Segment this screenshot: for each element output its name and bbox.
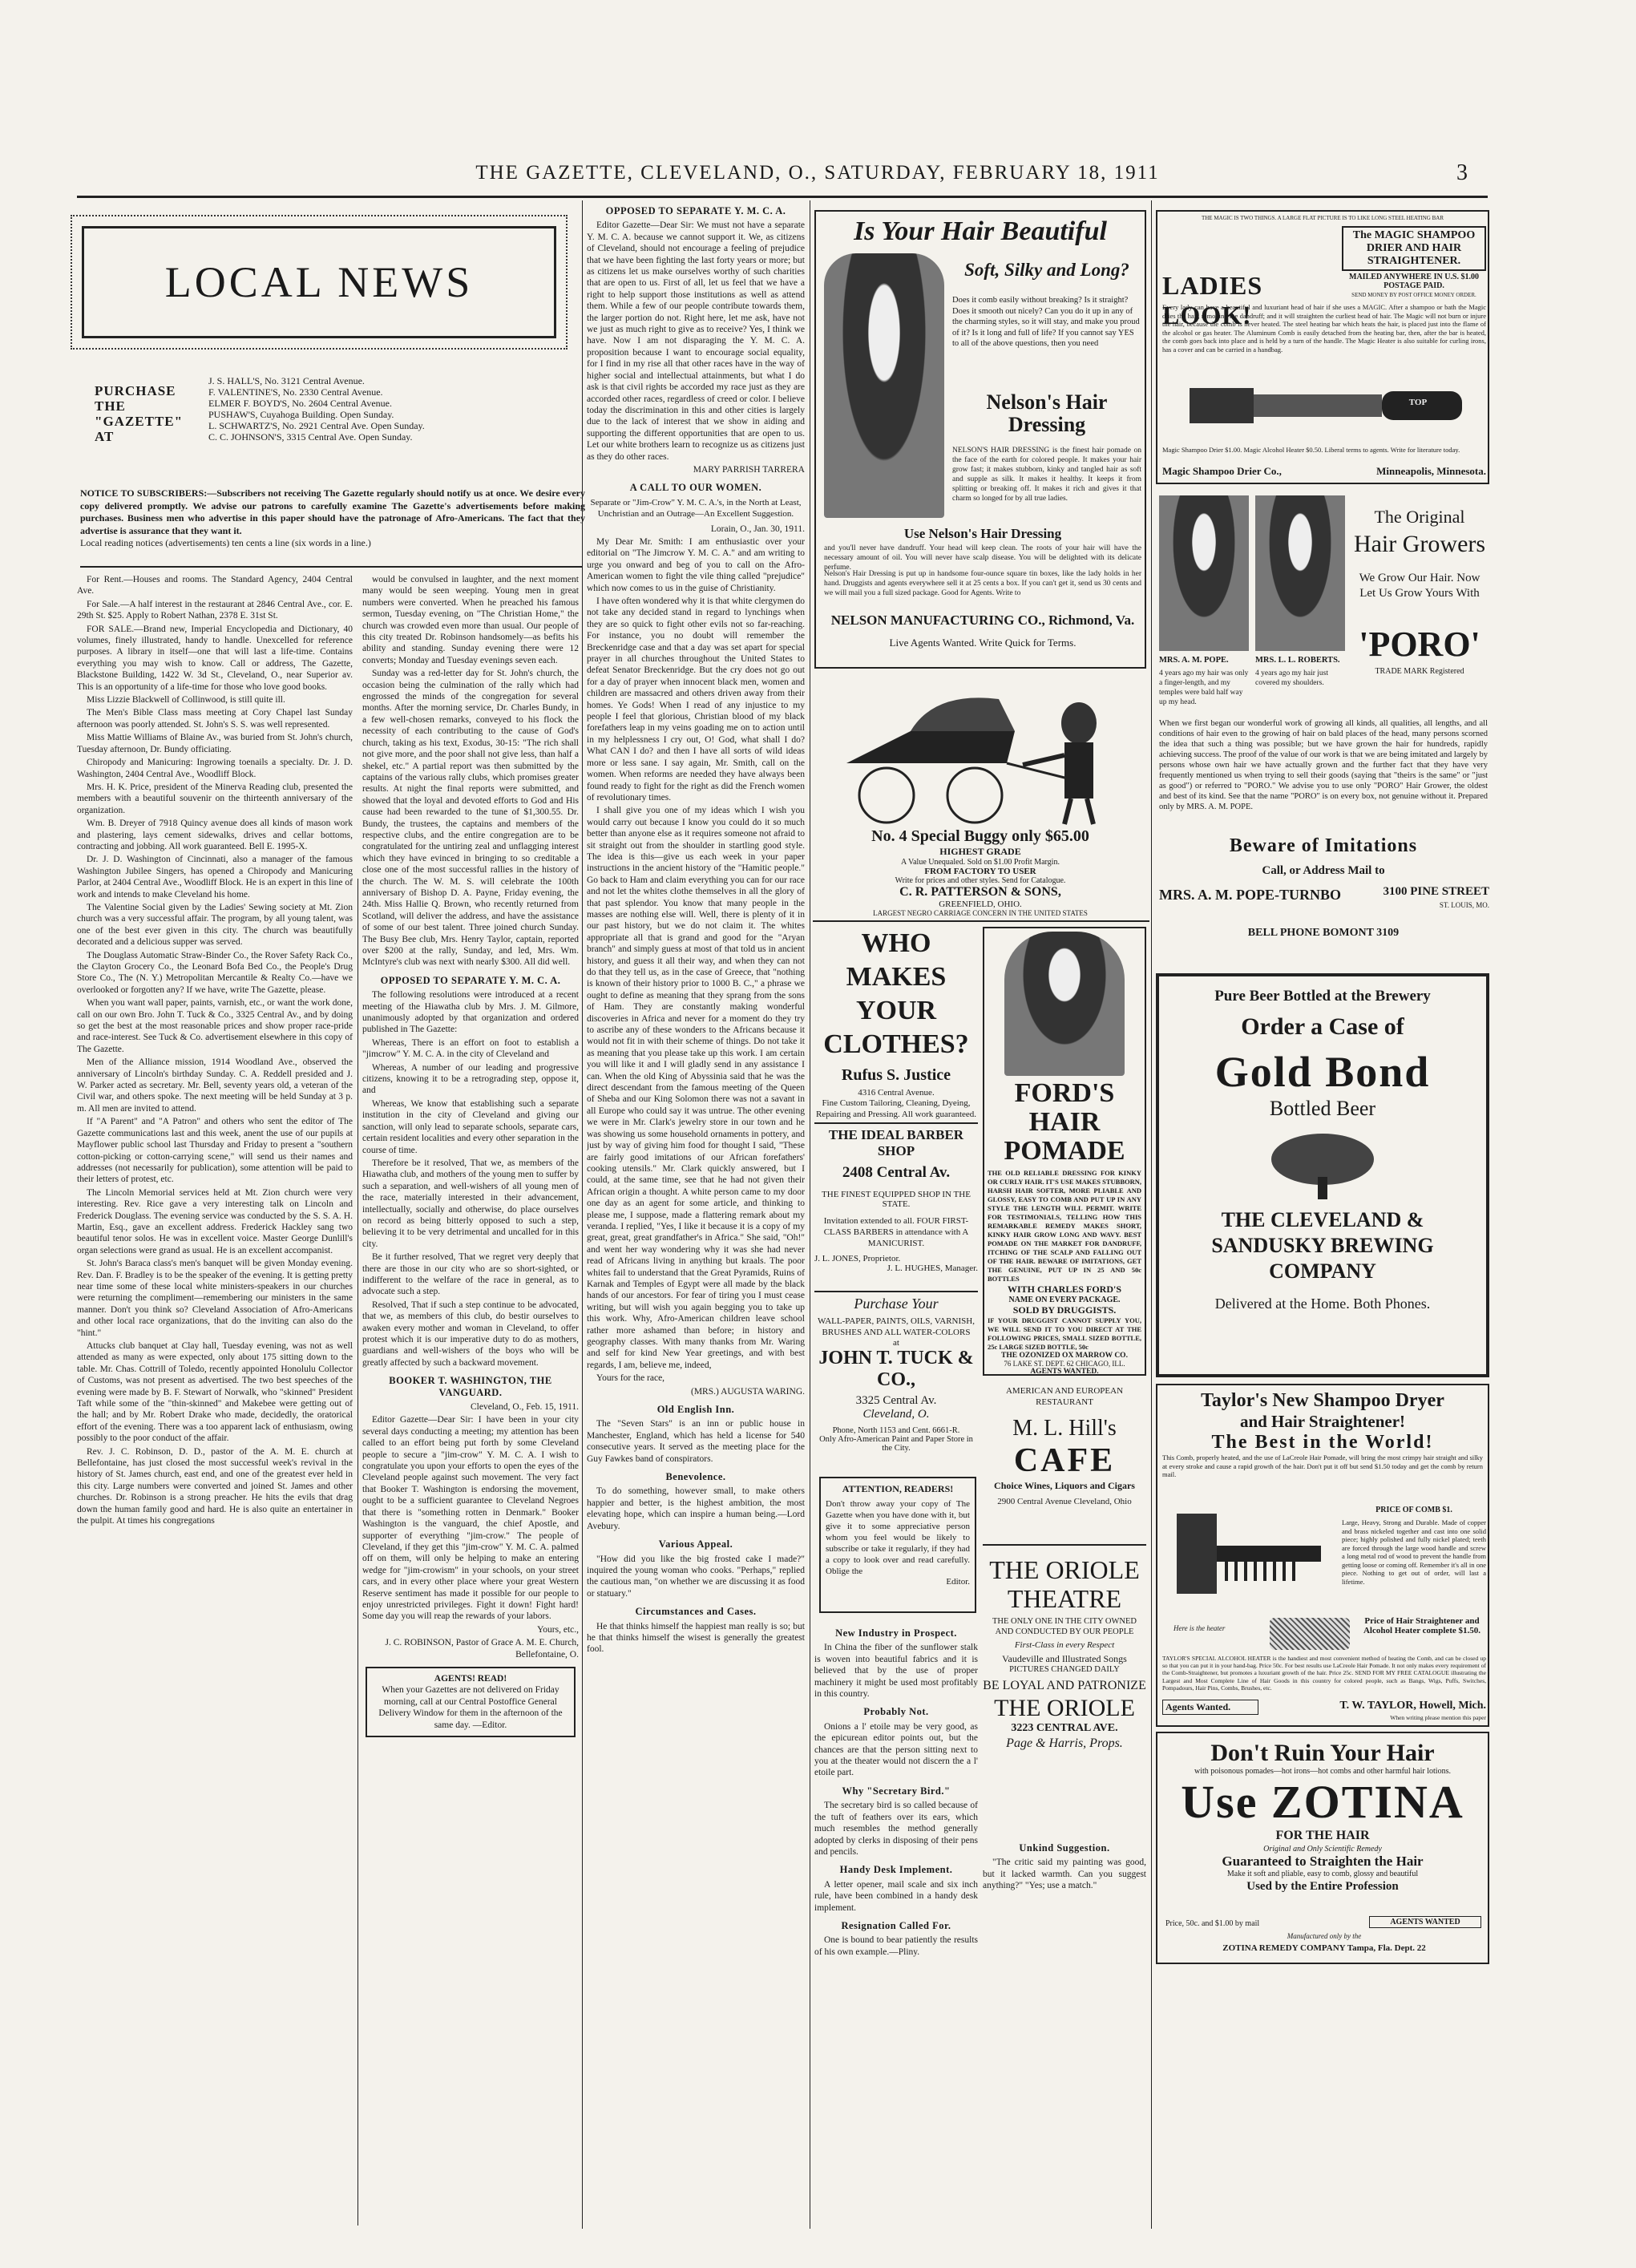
- paint-address: 3325 Central Av.: [855, 1394, 937, 1407]
- ad-rule: [814, 1122, 978, 1124]
- short-items: [814, 1621, 978, 2230]
- article-paragraph: Therefore be it resolved, That we, as members of the Hiawatha club, and mothers of the young men to suffer by such a separation, and well-wishers of all young men of the race, materially interested in their advancement, intellectually, socially and otherwise, do place ourselves on record as being bitterly opposed to such a step, believing it to be very detrimental and uncalled for in this city.: [362, 1158, 579, 1249]
- buggy-write: Write for prices and other styles. Send for Catalogue.: [895, 876, 1066, 885]
- buggy-value: A Value Unequaled. Sold on $1.00 Profit Margin.: [901, 858, 1060, 867]
- news-item: The Douglass Automatic Straw-Binder Co., the Rover Safety Rack Co., the Clayton Grocery Co., the Leonard Bofa Bed Co., the People's Drug Store Co., The (N. Y.) Metropolitan Mercantile & Realty Co.—have we overlooked or forgotten any? If we have, write The Gazette, please.: [77, 950, 353, 995]
- buggy-company: C. R. PATTERSON & SONS,: [899, 885, 1061, 899]
- item-body: Onions a l' etoile may be very good, as the epicurean editor points out, but the chances are that the person sitting next to you at the theater would not discern the a l' etoile part.: [814, 1721, 978, 1778]
- beer-delivered: Delivered at the Home. Both Phones.: [1214, 1296, 1431, 1312]
- oriole-address: 3223 CENTRAL AVE.: [1011, 1722, 1118, 1734]
- tree-logo-icon: [1266, 1129, 1379, 1201]
- zotina-company: ZOTINA REMEDY COMPANY Tampa, Fla. Dept. 22: [1222, 1943, 1426, 1953]
- local-news-title: LOCAL NEWS: [82, 226, 556, 338]
- agent-list: [208, 375, 569, 443]
- paint-phone: Phone, North 1153 and Cent. 6661-R.: [832, 1426, 960, 1435]
- poro-caption-1: 4 years ago my hair was only a finger-length, and my temples were bald half way up my head.: [1159, 669, 1249, 706]
- mrs-pope-portrait-icon: [1159, 495, 1249, 651]
- beer-order: Order a Case of: [1241, 1013, 1404, 1040]
- item-heading: Resignation Called For.: [841, 1919, 951, 1931]
- oriole-pictures: PICTURES CHANGED DAILY: [1009, 1665, 1120, 1674]
- column-rule: [357, 879, 358, 2226]
- article-closing: (MRS.) AUGUSTA WARING.: [691, 1386, 805, 1397]
- clothes-address: 4316 Central Avenue.: [858, 1088, 935, 1098]
- article-subheading: Separate or "Jim-Crow" Y. M. C. A.'s, in the North at Least, Unchristian and an Outrage—An Excellent Suggestion.: [590, 497, 802, 519]
- beer-company: THE CLEVELAND & SANDUSKY BREWING COMPANY: [1211, 1208, 1434, 1283]
- article-paragraph: Whereas, We know that establishing such a separate institution in the city of Cleveland and giving our sanction, will only lead to separate schools, separate cars, certain resident localities and every other separation in the course of time.: [362, 1098, 579, 1155]
- paint-at: at: [893, 1338, 899, 1348]
- woman-portrait-icon: [824, 253, 944, 518]
- poro-original: The Original: [1374, 507, 1465, 527]
- item-body: The secretary bird is so called because of the tuft of feathers over its ears, which much resembles the method generally adopted by clerks in disposing of their pens and pencils.: [814, 1801, 978, 1857]
- clothes-ad: [814, 927, 978, 1119]
- poro-beware: Beware of Imitations: [1229, 835, 1418, 856]
- clothes-title: WHO MAKES YOUR CLOTHES?: [823, 928, 969, 1059]
- agent-line: ELMER F. BOYD'S, No. 2604 Central Avenue.: [208, 398, 392, 409]
- article-paragraph: He that thinks himself the happiest man really is so; but he that thinks himself the wisest is generally the greatest fool.: [587, 1621, 805, 1655]
- taylor-body: This Comb, properly heated, and the use of LaCreole Hair Pomade, will bring the most crimpy hair straight and silky at every stroke and cause a rapid growth of the hair. Don't put it off but send $1.50 today and get the comb by return mail.: [1162, 1453, 1483, 1478]
- taylor-best: The Best in the World!: [1211, 1432, 1434, 1453]
- article-heading: A CALL TO OUR WOMEN.: [629, 482, 762, 494]
- article-paragraph: I shall give you one of my ideas which I wish you would carry out because I know you could do it so much better than anyone else as it requires someone not afraid to sit straight out from the shoulder in startling good style. The idea is this—give us each week in your paper instructions in the ancient history of the "Hamitic people." Go back to Ham and claim everything you can for our race and not let the whites clothe themselves in all the glory of that past splendor. You know that many people in the masses are nothing else will. Well, there is plenty of it in our past history, but we do not claim it. The whites appropriate all that is grand and good for the "Aryan branch" and simply guess at most of that told us in ancient history, and guess it all their way, and when they can not do that they tell us, as in the case of Greece, that "nothing is known of their history prior to 1000 B. C.," a phrase we ought to define as meaning that they sprang from the sons of Ham. They are constantly making wonderful discoveries in Africa and never for a moment do they try to ascribe any of these wonders to the Africans because it would not fit in with their scheme of things. Do not take it as meaning that you please take up this work. I am certain you will like it and I will gladly send in any assistance I can. When the old King of Abyssinia said that he was the direct descendant from the famous meeting of the Queen of Sheba and our King Solomon there was not a savant in all Europe who could say it was untrue. The other evening we were in Mr. Clark's jewelry store in our town and he was showing us some household ornaments in pottery, and just by way of giving him food for thought I said, "These are fairly good imitations of our African forefathers' cooking utensils." Mr. Clark quickly answered, but I could, at the same time, see that he had not given their African origin a thought. A white person came to my door one day as an agent for some article, and thinking to please me, I suppose, made a flattering remark about my veranda. I replied, "Yes, I like it because it is a copy of my great, great, great grandfather's in Africa." She said, "Oh!" and went her way wondering why it was she had never read of Africans living in anything but kraals. The poor whites fail to understand that the Great Pyramids, Ruins of Karnak and Temples of Egypt were all made by the black hands of our ancestors. For fear of tiring you I must cease writing, but will wish you again begging you to take up this work. Why, Afro-American children leave school rather more ashamed than before; in history and geography classes. With many thanks from Mr. Waring and self for kind New Year greetings, and with best regards, I am, believe me, indeed,: [587, 806, 805, 1370]
- article-signature: J. C. ROBINSON, Pastor of Grace A. M. E. Church, Bellefontaine, O.: [385, 1638, 579, 1660]
- attention-body: Don't throw away your copy of The Gazette when you have done with it, but give it to some appreciative person whom you feel would be likely to subscribe or take it regularly, if they had a copy to look over and read carefully. Oblige the: [826, 1499, 970, 1576]
- poro-ad: [1156, 491, 1489, 968]
- article-heading: Various Appeal.: [658, 1538, 733, 1550]
- magic-shampoo-ad: [1156, 210, 1489, 484]
- news-item: FOR SALE.—Brand new, Imperial Encyclopedia and Dictionary, 40 volumes, finely illustrated, handy to handle. Unexcelled for reference purposes. A library in itself—one that will last a life-time. Contains everything you may wish to know. Call or address, The Gazette, Blackstone Building, 1422 W. 3d St., Cleveland, O., near Superior av. This is an opportunity of a life-time for those who love good books.: [77, 624, 353, 692]
- poro-city: ST. LOUIS, MO.: [1439, 901, 1489, 909]
- item-heading: Handy Desk Implement.: [839, 1864, 953, 1876]
- news-item: Men of the Alliance mission, 1914 Woodland Ave., observed the anniversary of Lincoln's birthday Sunday. C. A. Reddell presided and J. W. Parker acted as secretary. Mr. Bell, seventy years old, a veteran of the Civil war, and others spoke. The next meeting will be held Sunday at 3 p. m. All men are invited to attend.: [77, 1057, 353, 1114]
- taylor-name: T. W. TAYLOR, Howell, Mich.: [1339, 1700, 1486, 1712]
- article-paragraph: Whereas, There is an effort on foot to establish a "jimcrow" Y. M. C. A. in the city of Cleveland and: [362, 1037, 579, 1060]
- news-item: would be convulsed in laughter, and the next moment many would be seen weeping. Young men in great numbers were converted. When he preached his famous sermon, Tuesday evening, on "The Christian Home," the church was crowded even more than usual. Our people of this city treated Dr. Robinson handsomely—as befits his ability and standing. Sunday evening there were 12 converts; Monday and Tuesday evenings seven each.: [362, 575, 579, 665]
- buggy-illustration-icon: [814, 675, 1146, 827]
- notice-rule: [80, 566, 582, 568]
- hills-restaurant: AMERICAN AND EUROPEAN RESTAURANT: [1005, 1386, 1124, 1407]
- nelsons-company: NELSON MANUFACTURING CO., Richmond, Va.: [830, 612, 1135, 628]
- article-closing: Yours, etc.,: [537, 1624, 579, 1635]
- news-item: The Lincoln Memorial services held at Mt. Zion church were very interesting. Rev. Rice gave a very interesting talk on Lincoln and Frederick Douglass. The evening service was conducted by the S. S. A. H. Martin, Esq., gave an excellent address. Frederick Hackley sang two beautiful tenor solos. He was in excellent voice. Master George Dunlill's organ selections were grand as usual. He is an excellent accompanist.: [77, 1187, 353, 1255]
- nelsons-questions: Does it comb easily without breaking? Is it straight? Does it smooth out nicely? Can you do it up in any of the charming styles, so it will stay, and make you proud of it? Is it long and full of life? If you cannot say YES to all of the above questions, then you need: [952, 296, 1140, 348]
- alcohol-heater-icon: [1270, 1618, 1350, 1650]
- column-3: [587, 205, 805, 2226]
- agents-read-title: AGENTS! READ!: [434, 1673, 507, 1684]
- magic-send: SEND MONEY BY POST OFFICE MONEY ORDER.: [1351, 292, 1476, 298]
- fords-body: THE OLD RELIABLE DRESSING FOR KINKY OR CURLY HAIR. IT'S USE MAKES STUBBORN, HARSH HAIR SOFTER, MORE PLIABLE AND GLOSSY, EASY TO COMB AND PUT UP IN ANY STYLE THE LENGTH WILL PERMIT. WRITE FOR TESTIMONIALS, TELLING HOW THIS REMARKABLE REMEDY MAKES SHORT, KINKY HAIR GROW LONG AND WAVY. BEST POMADE ON THE MARKET FOR DANDRUFF, ITCHING OF THE SCALP AND FALLING OUT OF THE HAIR. BEWARE OF IMITATIONS, GET THE GENUINE, PUT UP IN 25 AND 50c BOTTLES: [988, 1169, 1141, 1283]
- article-paragraph: Editor Gazette—Dear Sir: We must not have a separate Y. M. C. A. because we cannot support it. We, as citizens of Cleveland, should not encourage a feeling of prejudice that we have been fighting the last forty years or more; but as citizens let us make ourselves worthy of such charities that are open to us. First of all, let us feel that we have a right to help support those institutions as well as attend them. While a few of our people contribute towards them, the larger portion do not. Right here, let me ask, have not we just as much right to give as to receive? Yes, I think we have. Now I am not disparaging the Y. M. C. A. proposition because I want to encourage social equality, for I find in my rise all that other races have in the way of higher social and intellectual attainments, but what I do ask is that civil rights be accorded my race just as they are accorded other races, regardless of creed or color. I believe today the discrimination in this and other cities is largely due to the lack of interest that we show in aiding and supporting the different opportunities that are open to us. Let our white brothers learn to recognize us as citizens just as they do other races.: [587, 220, 805, 462]
- item-body: One is bound to bear patiently the results of his own example.—Pliny.: [814, 1935, 978, 1957]
- nelsons-brand: Nelson's Hair Dressing: [986, 390, 1108, 436]
- news-item: Dr. J. D. Washington of Cincinnati, also a manager of the famous Washington Jubilee Singers, has opened a Chiropody and Manicuring Parlor, at 2404 Central Ave., Woodliff Block. He is an expert in this line of work and intends to make Cleveland his home.: [77, 855, 353, 900]
- oriole-props: Page & Harris, Props.: [1006, 1736, 1123, 1750]
- taylor-agents: Agents Wanted.: [1162, 1700, 1258, 1715]
- magic-brand: The MAGIC SHAMPOO DRIER AND HAIR STRAIGHTENER.: [1342, 226, 1486, 271]
- barber-body: THE FINEST EQUIPPED SHOP IN THE STATE.: [822, 1190, 971, 1209]
- fords-sold: SOLD BY DRUGGISTS.: [1012, 1304, 1117, 1316]
- paint-only: Only Afro-American Paint and Paper Store in the City.: [819, 1435, 973, 1453]
- column-1: [77, 574, 353, 2226]
- paint-city: Cleveland, O.: [862, 1408, 930, 1421]
- paint-body: WALL-PAPER, PAINTS, OILS, VARNISH, BRUSHES AND ALL WATER-COLORS: [818, 1316, 975, 1337]
- news-item: For Sale.—A half interest in the restaurant at 2846 Central Ave., cor. E. 29th St. $25. Apply to Robert Nathan, 2378 E. 31st St.: [77, 599, 353, 621]
- item-body: "The critic said my painting was good, but it lacked warmth. Can you suggest anything?" "Yes; use a match.": [983, 1858, 1146, 1891]
- poro-call: Call, or Address Mail to: [1262, 864, 1385, 877]
- oriole-theatre-ad: [983, 1555, 1146, 1828]
- zotina-agents: AGENTS WANTED: [1369, 1916, 1481, 1928]
- poro-growers: Hair Growers: [1353, 531, 1486, 557]
- notice-text: NOTICE TO SUBSCRIBERS:—Subscribers not receiving The Gazette regularly should notify us at once. We desire every copy delivered promptly. We advise our patrons to carefully examine The Gazette's advertisements before making purchases. Business men who advertise in this paper should have the patronage of Afro-Americans. The fact that they advertise is assurance that they want it.: [80, 487, 585, 536]
- nelsons-subheadline: Soft, Silky and Long?: [964, 260, 1129, 280]
- hills-address: 2900 Central Avenue Cleveland, Ohio: [997, 1497, 1132, 1506]
- fords-name: NAME ON EVERY PACKAGE.: [1008, 1296, 1121, 1304]
- agent-line: C. C. JOHNSON'S, 3315 Central Ave. Open Sunday.: [208, 431, 413, 443]
- barber-proprietor: J. L. JONES, Proprietor.: [814, 1254, 901, 1263]
- nelsons-hair-ad: [814, 210, 1146, 669]
- article-heading: BOOKER T. WASHINGTON, THE VANGUARD.: [389, 1375, 552, 1398]
- article-paragraph: The following resolutions were introduced at a recent meeting of the Hiawatha club by Mrs. J. M. Gilmore, unanimously adopted by that organization and ordered published in The Gazette:: [362, 990, 579, 1035]
- oriole-title: THE ORIOLE THEATRE: [989, 1555, 1140, 1613]
- nelsons-body2: and you'll never have dandruff. Your head will keep clean. The roots of your hair will have the necessary amount of oil. You will never have scalp disease. You will be delighted with its delicate perfume.: [824, 544, 1141, 572]
- article-heading: Circumstances and Cases.: [635, 1606, 757, 1618]
- zotina-ad: [1156, 1732, 1489, 1964]
- barber-title: THE IDEAL BARBER SHOP: [828, 1127, 964, 1158]
- news-item: Miss Mattie Williams of Blaine Av., was buried from St. John's church, Tuesday afternoon, Dr. Bundy officiating.: [77, 733, 353, 754]
- barber-body2: Invitation extended to all. FOUR FIRST-CLASS BARBERS in attendance with A MANICURIST.: [823, 1216, 969, 1248]
- article-paragraph: Yours for the race,: [596, 1373, 665, 1384]
- zotina-guarantee: Guaranteed to Straighten the Hair: [1222, 1854, 1424, 1869]
- buggy-largest: LARGEST NEGRO CARRIAGE CONCERN IN THE UNITED STATES: [873, 909, 1088, 917]
- article-dateline: Cleveland, O., Feb. 15, 1911.: [470, 1402, 579, 1413]
- magic-handle-label: TOP: [1408, 398, 1428, 407]
- zotina-used: Used by the Entire Profession: [1246, 1880, 1399, 1893]
- poro-address: 3100 PINE STREET: [1383, 885, 1489, 898]
- fords-with: WITH CHARLES FORD'S: [1007, 1284, 1122, 1295]
- masthead: THE GAZETTE, CLEVELAND, O., SATURDAY, FEBRUARY 18, 1911: [475, 162, 1160, 184]
- hills-cafe: CAFE: [1013, 1442, 1116, 1479]
- zotina-with: with poisonous pomades—hot irons—hot combs and other harmful hair lotions.: [1194, 1767, 1451, 1776]
- taylor-body2: Large, Heavy, Strong and Durable. Made of copper and brass nickeled together and cast into one solid piece; highly polished and fully nickel plated; teeth are forced through the large wood handle and screw a long metal rod of wood to prevent the handle from getting loose or coming off. Remember it's all in one piece. Nothing to get out of order, will last a lifetime.: [1342, 1518, 1486, 1586]
- taylor-heater-label: Here is the heater: [1173, 1624, 1226, 1632]
- zotina-make: Make it soft and pliable, easy to comb, glossy and beautiful: [1226, 1870, 1419, 1878]
- zotina-original: Original and Only Scientific Remedy: [1263, 1845, 1382, 1854]
- article-paragraph: To do something, however small, to make others happier and better, is the highest ambition, the most elevating hope, which can inspire a human being.—Lord Avebury.: [587, 1486, 805, 1531]
- news-item: Chiropody and Manicuring: Ingrowing toenails a specialty. Dr. J. D. Washington, 2404 Central Ave., Woodliff Block.: [77, 758, 353, 779]
- article-signature: MARY PARRISH TARRERA: [693, 464, 805, 475]
- zotina-for: FOR THE HAIR: [1275, 1829, 1370, 1842]
- buggy-factory: FROM FACTORY TO USER: [924, 867, 1036, 876]
- news-item: Mrs. H. K. Price, president of the Minerva Reading club, presented the members with a beautiful souvenir on the thirteenth anniversary of the organization.: [77, 782, 353, 815]
- article-paragraph: My Dear Mr. Smith: I am enthusiastic over your editorial on "The Jimcrow Y. M. C. A." and am writing to urge you onward and beg of you to call on the Afro-American women to fight the vile thing called "prejudice" which now comes to us in the guise of Christianity.: [587, 536, 805, 593]
- news-item: For Rent.—Houses and rooms. The Standard Agency, 2404 Central Ave.: [77, 575, 353, 596]
- news-item: St. John's Baraca class's men's banquet will be given Monday evening. Rev. Dan. F. Bradley is to be the speaker of the evening. It is getting pretty near time some of these local white ministers-speakers in our churches were returning the compliment—remembering our ministers in the same manner. Don't you think so? Cleveland Association of Afro-Americans and other local race organizations, that do the inviting can also do the "hint.": [77, 1259, 353, 1338]
- item-body: In China the fiber of the sunflower stalk is woven into beautiful fabrics and it is believed that by the use of proper machinery it might be used most profitably in this country.: [814, 1643, 978, 1700]
- clothes-body: Fine Custom Tailoring, Cleaning, Dyeing, Repairing and Pressing. All work guaranteed.: [815, 1098, 977, 1119]
- page-number: 3: [1456, 160, 1468, 185]
- barber-ad: [814, 1127, 978, 1288]
- paint-ad: [814, 1296, 978, 1472]
- oriole-name: THE ORIOLE: [994, 1695, 1135, 1721]
- oriole-body: THE ONLY ONE IN THE CITY OWNED AND CONDUCTED BY OUR PEOPLE: [992, 1617, 1137, 1636]
- poro-roberts-label: MRS. L. L. ROBERTS.: [1255, 656, 1340, 665]
- article-paragraph: Whereas, A number of our leading and progressive citizens, knowing it to be a retrograding step, oppose it, and: [362, 1062, 579, 1096]
- beer-top: Pure Beer Bottled at the Brewery: [1214, 988, 1431, 1005]
- agent-line: PUSHAW'S, Cuyahoga Building. Open Sunday.: [208, 409, 394, 420]
- agents-read-box: [366, 1667, 576, 1737]
- item-heading: New Industry in Prospect.: [835, 1627, 957, 1639]
- nelsons-body: NELSON'S HAIR DRESSING is the finest hair pomade on the face of the earth for colored people. It makes your hair grow fast; it makes stubborn, kinky and tangled hair as soft and supple as silk. It makes it healthy. It keeps it from splitting or breaking off. It makes it rich and gives it that charm so longed for by all true ladies.: [952, 447, 1141, 503]
- article-paragraph: Be it further resolved, That we regret very deeply that there are those in our city who are so short-sighted, or indifferent to the welfare of the race in general, as to advocate such a step.: [362, 1252, 579, 1297]
- article-heading: Benevolence.: [665, 1471, 726, 1483]
- barber-address: 2408 Central Av.: [842, 1164, 951, 1181]
- beer-bottled: Bottled Beer: [1269, 1097, 1376, 1120]
- subscriber-notice: [80, 487, 585, 550]
- magic-ladies: LADIES LOOK!: [1162, 271, 1263, 329]
- news-item: Wm. B. Dreyer of 7918 Quincy avenue does all kinds of mason work and plastering, lays cement sidewalks, drives and cellar bottoms, contracting and jobbing. All work guaranteed. Bell E. 1995-X.: [77, 819, 353, 851]
- fords-company: THE OZONIZED OX MARROW CO.: [1001, 1352, 1128, 1360]
- taylor-price2: Price of Hair Straightener and Alcohol Heater complete $1.50.: [1363, 1616, 1481, 1635]
- item-heading: Unkind Suggestion.: [1019, 1842, 1110, 1854]
- attention-box: [819, 1477, 976, 1613]
- oriole-class: First-Class in every Respect: [1014, 1640, 1115, 1650]
- hair-comb-icon: [1169, 1506, 1329, 1618]
- news-item: Sunday was a red-letter day for St. John's church, the occasion being the culmination of the rally which had engrossed the minds of the congregation for several months. After the morning service, Dr. Charles Bundy, in a few well-chosen remarks, conveyed to his flock the necessity of each contributing to the cause of God's church, taking as his text, Exodus, 30-15: "The rich shall not give more, and the poor shall not give less, than half a shekel, etc." A partial report was then submitted by the captains of the various rally clubs, which promises greater results. At night the final reports were submitted, and showed that the loyal and devoted efforts to God and His cause had been rewarded to the tune of $1,300.55. Dr. Bundy, the trustees, the captains and members of the respective clubs, and the entire congregation are to be congratulated for the untiring zeal and unflagging interest which they have evinced in bringing to so creditable a close one of the most successful rallies in the history of the church. The W. M. S. will celebrate the 100th anniversary of Bishop D. A. Payne, Friday evening, the 24th. Miss Hallie Q. Brown, who recently returned from Scotland, will deliver the address, and have the assistance of some of our best talent. Three joined church Sunday. The Busy Bee club, Mrs. Henry Taylor, captain, reported over $200 at the rally, Sunday, and led, Mrs. Wm. McIntyre's club was next with nearly $300. All did well.: [362, 669, 579, 968]
- paint-company: JOHN T. TUCK & CO.,: [818, 1348, 974, 1390]
- barber-manager: J. L. HUGHES, Manager.: [887, 1263, 978, 1273]
- nelsons-headline: Is Your Hair Beautiful: [854, 216, 1107, 246]
- article-dateline: Lorain, O., Jan. 30, 1911.: [710, 524, 805, 534]
- ad-rule: [813, 920, 1149, 922]
- purchase-box: [88, 369, 569, 449]
- taylor-comb-price: PRICE OF COMB $1.: [1375, 1506, 1452, 1514]
- item-heading: Why "Secretary Bird.": [842, 1785, 951, 1797]
- unkind-item: [983, 1836, 1146, 1932]
- oriole-vaudeville: Vaudeville and Illustrated Songs: [1002, 1653, 1127, 1664]
- news-item: The Men's Bible Class mass meeting at Cory Chapel last Sunday afternoon was poorly attended. St. John's S. S. was well represented.: [77, 708, 353, 730]
- news-item: The Valentine Social given by the Ladies' Sewing society at Mt. Zion church was a very successful affair. The program, by all young talent, was one of the best ever given in this city. The church was beautifully decorated and a delicious supper was served.: [77, 902, 353, 948]
- hills-name: M. L. Hill's: [1012, 1416, 1117, 1441]
- gold-bond-beer-ad: [1156, 973, 1489, 1377]
- column-2: [362, 574, 579, 2226]
- clothes-name: Rufus S. Justice: [841, 1066, 951, 1084]
- zotina-use: Use ZOTINA: [1181, 1776, 1464, 1828]
- girl-portrait-icon: [1004, 932, 1125, 1076]
- magic-company: Magic Shampoo Drier Co.,: [1162, 465, 1282, 477]
- zotina-price: Price, 50c. and $1.00 by mail: [1165, 1919, 1260, 1928]
- poro-caption-2: 4 years ago my hair just covered my shoulders.: [1255, 669, 1329, 687]
- agent-line: L. SCHWARTZ'S, No. 2921 Central Ave. Open Sunday.: [208, 420, 425, 431]
- attention-signature: Editor.: [946, 1577, 970, 1587]
- nelsons-agents: Live Agents Wanted. Write Quick for Terms.: [889, 637, 1077, 649]
- taylor-when: When writing please mention this paper: [1390, 1714, 1486, 1721]
- taylors-shampoo-ad: [1156, 1384, 1489, 1727]
- taylor-special: TAYLOR'S SPECIAL ALCOHOL HEATER is the handiest and most convenient method of heating the Comb, and can be closed up so that you can put it in your hand-bag. Price 50c. For best results use LaCreole Hair Pomade. It not only makes every requirement of the Comb-Straightener, but promotes a luxuriant growth of the hair. Price 25c. SEND FOR MY FREE CATALOGUE illustrating the Largest and Most Complete Line of Hair Goods in this country for colored people, such as Bangs, Wigs, Puffs, Switches, Pompadours, Hair Pins, Combs, Brushes, etc.: [1162, 1655, 1486, 1692]
- news-item: If "A Parent" and "A Patron" and others who sent the editor of The Gazette communications last and this week, anent the use of our pupils at Mayflower public school last Thursday and Friday to present a "southern cotton-picking or cotton-carrying scene," will send us their names and addresses (not necessarily for publication), some attention will be paid to their letters of protest, etc.: [77, 1117, 353, 1185]
- magic-city: Minneapolis, Minnesota.: [1376, 465, 1486, 477]
- article-paragraph: Editor Gazette—Dear Sir: I have been in your city several days conducting a meeting; my attention has been called to an effort being put forth by some Cleveland people to secure a "jim-crow" Y. M. C. A. I wish to congratulate you upon your efforts to open the eyes of the Cleveland people against such movement. The very fact that Booker T. Washington is endorsing the movement, ought to be a sufficient guarantee to Cleveland Negroes that there is "something rotten in Denmark." Booker Washington is the vanguard, the chief Apostle, and supporter of everything "jim-crow." The people of Cleveland, if they get this "jim-crow" Y. M. C. A. palmed off on them, will only be helping to make an entering wedge for "jim-crowism" in your schools, on your street cars, and in every other place where your great Western Reserve sentiment has made it possible for our people to enjoy unrestricted privileges. Fight it down! Fight hard! Some day you will reap the rewards of your labors.: [362, 1415, 579, 1622]
- local-news-header: [71, 215, 568, 350]
- buggy-city: GREENFIELD, OHIO.: [939, 900, 1022, 909]
- poro-body: When we first began our wonderful work of growing all kinds, all qualities, all lengths, and all conditions of hair even to the growing of hair on bald places of the head, many persons scorned the idea that such a thing was possible; but we have grown the hair for hundreds, rapidly achieving success. The proof of the value of our work is that we are being imitated and largely by persons whose own hair we have actually grown and the further fact that they have very frequently mentioned us when trying to sell their goods (saying that "theirs is the same" or "just as good") or referred to "PORO." We advise you to use only "PORO" Hair Grower, the oldest and best of its kind. See that the name "PORO" is on every box, not genuine without it. Prepared only by MRS. A. M. POPE.: [1159, 719, 1488, 811]
- fords-agents: AGENTS WANTED.: [1030, 1368, 1099, 1376]
- zotina-made: Manufactured only by the: [1287, 1932, 1362, 1940]
- poro-tagline: We Grow Our Hair. Now Let Us Grow Yours With: [1359, 572, 1480, 600]
- news-item: When you want wall paper, paints, varnish, etc., or want the work done, call on our own Bro. John T. Tuck & Co., 3325 Central Av., and by doing so get the best at the most reasonable prices and show proper race-pride and race-interest. See Tuck & Co. advertisement elsewhere in this copy of The Gazette.: [77, 998, 353, 1054]
- poro-address-name: MRS. A. M. POPE-TURNBO: [1159, 887, 1341, 903]
- article-heading: Old English Inn.: [656, 1404, 735, 1416]
- poro-name: 'PORO': [1359, 625, 1480, 664]
- item-body: A letter opener, mail scale and six inch rule, have been combined in a handy desk implement.: [814, 1879, 978, 1913]
- article-heading: OPPOSED TO SEPARATE Y. M. C. A.: [380, 974, 561, 986]
- fords-title: FORD'S HAIR POMADE: [1004, 1078, 1125, 1166]
- magic-body: Every lady can have a beautiful and luxuriant head of hair if she uses a MAGIC. After a shampoo or bath the Magic dries the hair, removing the dandruff; and it will straighten the curliest head of hair. The Magic will not burn or injure the hair, because the comb is never heated. The steel heating bar which heats the hair, is placed just into the flame of the alcohol or gas heater. The Aluminum Comb is easily detached from the heating bar, then, after the bar is heated, the comb goes back into place and is held by a turn of the handle. The Magic Heater is also suitable for curling irons, has a cover and can be carried in a handbag.: [1162, 303, 1486, 354]
- purchase-label: PURCHASE THE "GAZETTE" AT: [95, 383, 184, 444]
- article-heading: OPPOSED TO SEPARATE Y. M. C. A.: [605, 205, 786, 216]
- magic-price: Magic Shampoo Drier $1.00. Magic Alcohol Heater $0.50. Liberal terms to agents. Write for literature today.: [1162, 446, 1460, 454]
- nelsons-use: Use Nelson's Hair Dressing: [903, 526, 1062, 541]
- item-heading: Probably Not.: [863, 1706, 929, 1718]
- notice-rates: Local reading notices (advertisements) ten cents a line (six words in a line.): [80, 537, 371, 548]
- news-item: Rev. J. C. Robinson, D. D., pastor of the A. M. E. church at Bellefontaine, has just closed the most successful week's revival in the history of St. James church, east end, and one of the greatest ever held in this city. Large numbers were converted and joined St. James and other churches. Dr. Robinson is a strong preacher. He hits the evils that drag down the human family good and hard. He is also quite an entertainer in the pulpit. At times his congregations: [77, 1446, 353, 1526]
- agent-line: F. VALENTINE'S, No. 2330 Central Avenue.: [208, 386, 383, 398]
- paint-title: Purchase Your: [854, 1296, 939, 1312]
- masthead-rule: [77, 196, 1488, 198]
- nelsons-body3: Nelson's Hair Dressing is put up in handsome four-ounce square tin boxes, like the lady holds in her hand. Druggists and agents everywhere sell it at 25 cents a box. If you can't get it, send us 30 cents and we will mail you a full sized package. Good for Agents. Write to: [824, 570, 1141, 597]
- fords-address: 76 LAKE ST. DEPT. 62 CHICAGO, ILL.: [1004, 1360, 1125, 1368]
- hills-cafe-ad: [983, 1385, 1146, 1546]
- taylor-title: Taylor's New Shampoo Dryer: [1201, 1390, 1444, 1411]
- poro-phone: BELL PHONE BOMONT 3109: [1247, 927, 1400, 939]
- article-paragraph: The "Seven Stars" is an inn or public house in Manchester, England, which has held a license for 540 consecutive years. It served as the meeting place for the Guy Fawkes band of conspirators.: [587, 1419, 805, 1464]
- poro-pope-label: MRS. A. M. POPE.: [1159, 656, 1229, 665]
- zotina-ruin: Don't Ruin Your Hair: [1210, 1740, 1435, 1766]
- ad-rule: [814, 1291, 978, 1292]
- agent-line: J. S. HALL'S, No. 3121 Central Avenue.: [208, 375, 365, 386]
- buggy-title: No. 4 Special Buggy only $65.00: [871, 827, 1089, 845]
- poro-trademark: TRADE MARK Registered: [1375, 667, 1464, 676]
- buggy-grade: HIGHEST GRADE: [939, 846, 1021, 857]
- column-rule: [1151, 200, 1152, 2229]
- news-item: Attucks club banquet at Clay hall, Tuesday evening, was not as well attended as many as were expected, only about 175 sitting down to the table. Mr. Chas. Cottrill of Toledo, recently appointed Honolulu Collector of Customs, was not present as advertised. The two best speeches of the evening were made by B. F. Stewart of Norwalk, who "skinned" President Taft while some of the "thin-skinned" and Makebee were getting out of the hall; and by Mr. Robert Drake who made, decidedly, the oratorical effort of the evening. There was a too apparent lack of enthusiasm, owing possibly to the poor conduct of the affair.: [77, 1341, 353, 1444]
- article-paragraph: Resolved, That if such a step continue to be advocated, that we, as members of this club, do bestir ourselves to awaken every mother and woman in Cleveland, to offer protest which it is our imperative duty to do as mothers, guardians and well-wishers of the boys who will be greatly affected by such a backward movement.: [362, 1300, 579, 1368]
- article-paragraph: "How did you like the big frosted cake I made?" inquired the young woman who cooks. "Perhaps," replied the cautious man, "on whether we are discussing it as food or statuary.": [587, 1554, 805, 1599]
- attention-title: ATTENTION, READERS!: [842, 1483, 954, 1494]
- magic-top: THE MAGIC IS TWO THINGS. A LARGE FLAT PICTURE IS TO LIKE LONG STEEL HEATING BAR: [1201, 215, 1444, 221]
- news-item: Miss Lizzie Blackwell of Collinwood, is still quite ill.: [87, 695, 285, 705]
- fords-pomade-ad: [983, 927, 1146, 1376]
- magic-mailed: MAILED ANYWHERE IN U.S. $1.00 POSTAGE PAID.: [1349, 273, 1479, 290]
- mrs-roberts-portrait-icon: [1255, 495, 1345, 651]
- agents-read-body: When your Gazettes are not delivered on Friday morning, call at our Central Postoffice General Delivery Window for them in the afternoon of the same day. —Editor.: [378, 1685, 563, 1730]
- hills-body: Choice Wines, Liquors and Cigars: [994, 1480, 1135, 1491]
- taylor-sub: and Hair Straightener!: [1239, 1412, 1406, 1431]
- beer-brand: Gold Bond: [1214, 1048, 1431, 1096]
- article-paragraph: I have often wondered why it is that white clergymen do not take any decided stand in regard to lynchings when they are so quick to fight other evils not so far-reaching. For instance, you no doubt will remember the Breckenridge case and that a day was set apart for special prayer in all churches throughout the United States to defeat Senator Breckenridge. But the cry does not go out for a day of prayer when innocent black men, women and children are massacred and others driven away from their homes. Ye Gods! When I read of any injustice to my people I feel that glorious, Christian blood of my black forefathers leap in my veins goading me on to action until in my helplessness I cry out, O! God, what shall I do? What CAN I do? and then I have all sorts of wild ideas more or less sane. I say again, Mr. Smith, call on the women. When reforms are needed they have always been found ready to fight for the right as did the French women of revolutionary times.: [587, 596, 805, 802]
- buggy-ad: [814, 675, 1146, 916]
- oriole-loyal: BE LOYAL AND PATRONIZE: [983, 1679, 1146, 1692]
- fords-body2: IF YOUR DRUGGIST CANNOT SUPPLY YOU, WE WILL SEND IT TO YOU DIRECT AT THE FOLLOWING PRICES, SMALL SIZED BOTTLE, 25c LARGE SIZED BOTTLE, 50c: [988, 1316, 1141, 1351]
